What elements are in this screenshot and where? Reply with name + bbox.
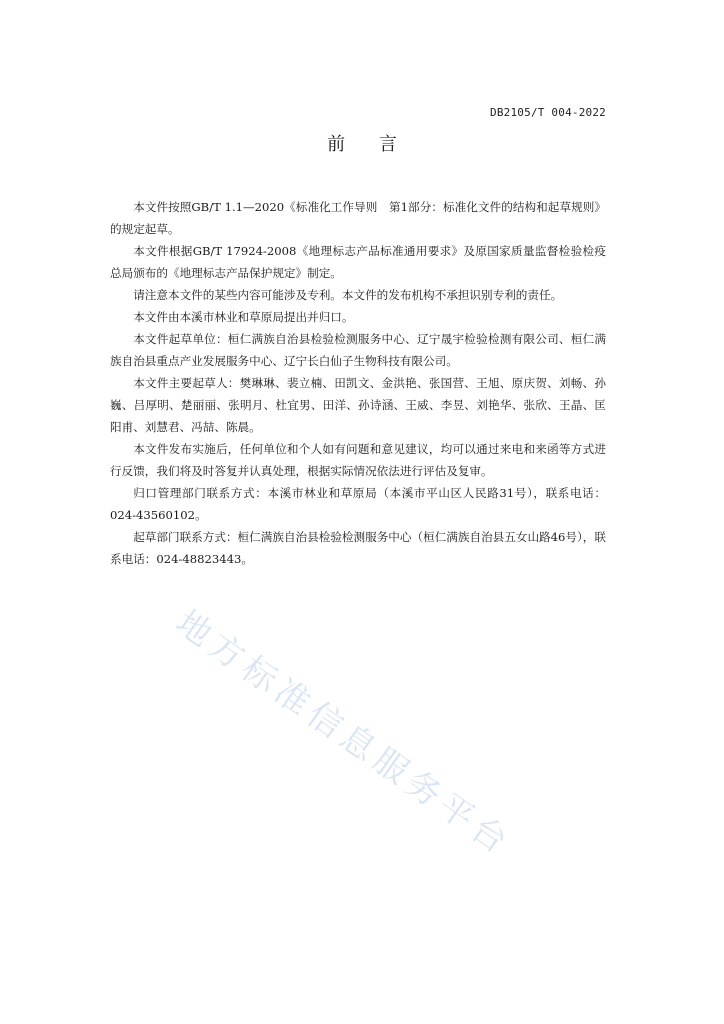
paragraph-proposer: 本文件由本溪市林业和草原局提出并归口。: [133, 310, 354, 324]
paragraph-feedback: 本文件发布实施后，任何单位和个人如有问题和意见建议，均可以通过来电和来函等方式进行反馈，我们将及时答复并认真处理，根据实际情况依法进行评估及复审。: [110, 442, 606, 478]
document-body: [110, 196, 606, 570]
paragraph-basis: 本文件根据GB/T 17924-2008《地理标志产品标准通用要求》及原国家质量监督检验检疫总局颁布的《地理标志产品保护规定》制定。: [110, 244, 606, 280]
watermark-text: 地方标准信息服务平台: [168, 602, 520, 865]
document-code: DB2105/T 004-2022: [490, 106, 606, 119]
paragraph-drafting-rules: 本文件按照GB/T 1.1—2020《标准化工作导则 第1部分：标准化文件的结构和起草规则》的规定起草。: [110, 200, 606, 236]
page-title: 前 言: [327, 134, 411, 155]
paragraph-admin-contact: 归口管理部门联系方式：本溪市林业和草原局（本溪市平山区人民路31号），联系电话：024-43560102。: [110, 486, 606, 522]
paragraph-patent-notice: 请注意本文件的某些内容可能涉及专利。本文件的发布机构不承担识别专利的责任。: [133, 288, 563, 302]
paragraph-drafter-contact: 起草部门联系方式：桓仁满族自治县检验检测服务中心（桓仁满族自治县五女山路46号），联系电话：024-48823443。: [110, 530, 606, 566]
paragraph-drafting-units: 本文件起草单位：桓仁满族自治县检验检测服务中心、辽宁晟宇检验检测有限公司、桓仁满族自治县重点产业发展服务中心、辽宁长白仙子生物科技有限公司。: [110, 332, 606, 368]
paragraph-drafters: 本文件主要起草人：樊琳琳、裴立楠、田凯文、金洪艳、张国营、王旭、原庆贺、刘畅、孙巍、吕厚明、楚丽丽、张明月、杜宜男、田洋、孙诗涵、王威、李昱、刘艳华、张欣、王晶、匡阳甫、刘慧君、冯喆、陈晨。: [110, 376, 606, 434]
